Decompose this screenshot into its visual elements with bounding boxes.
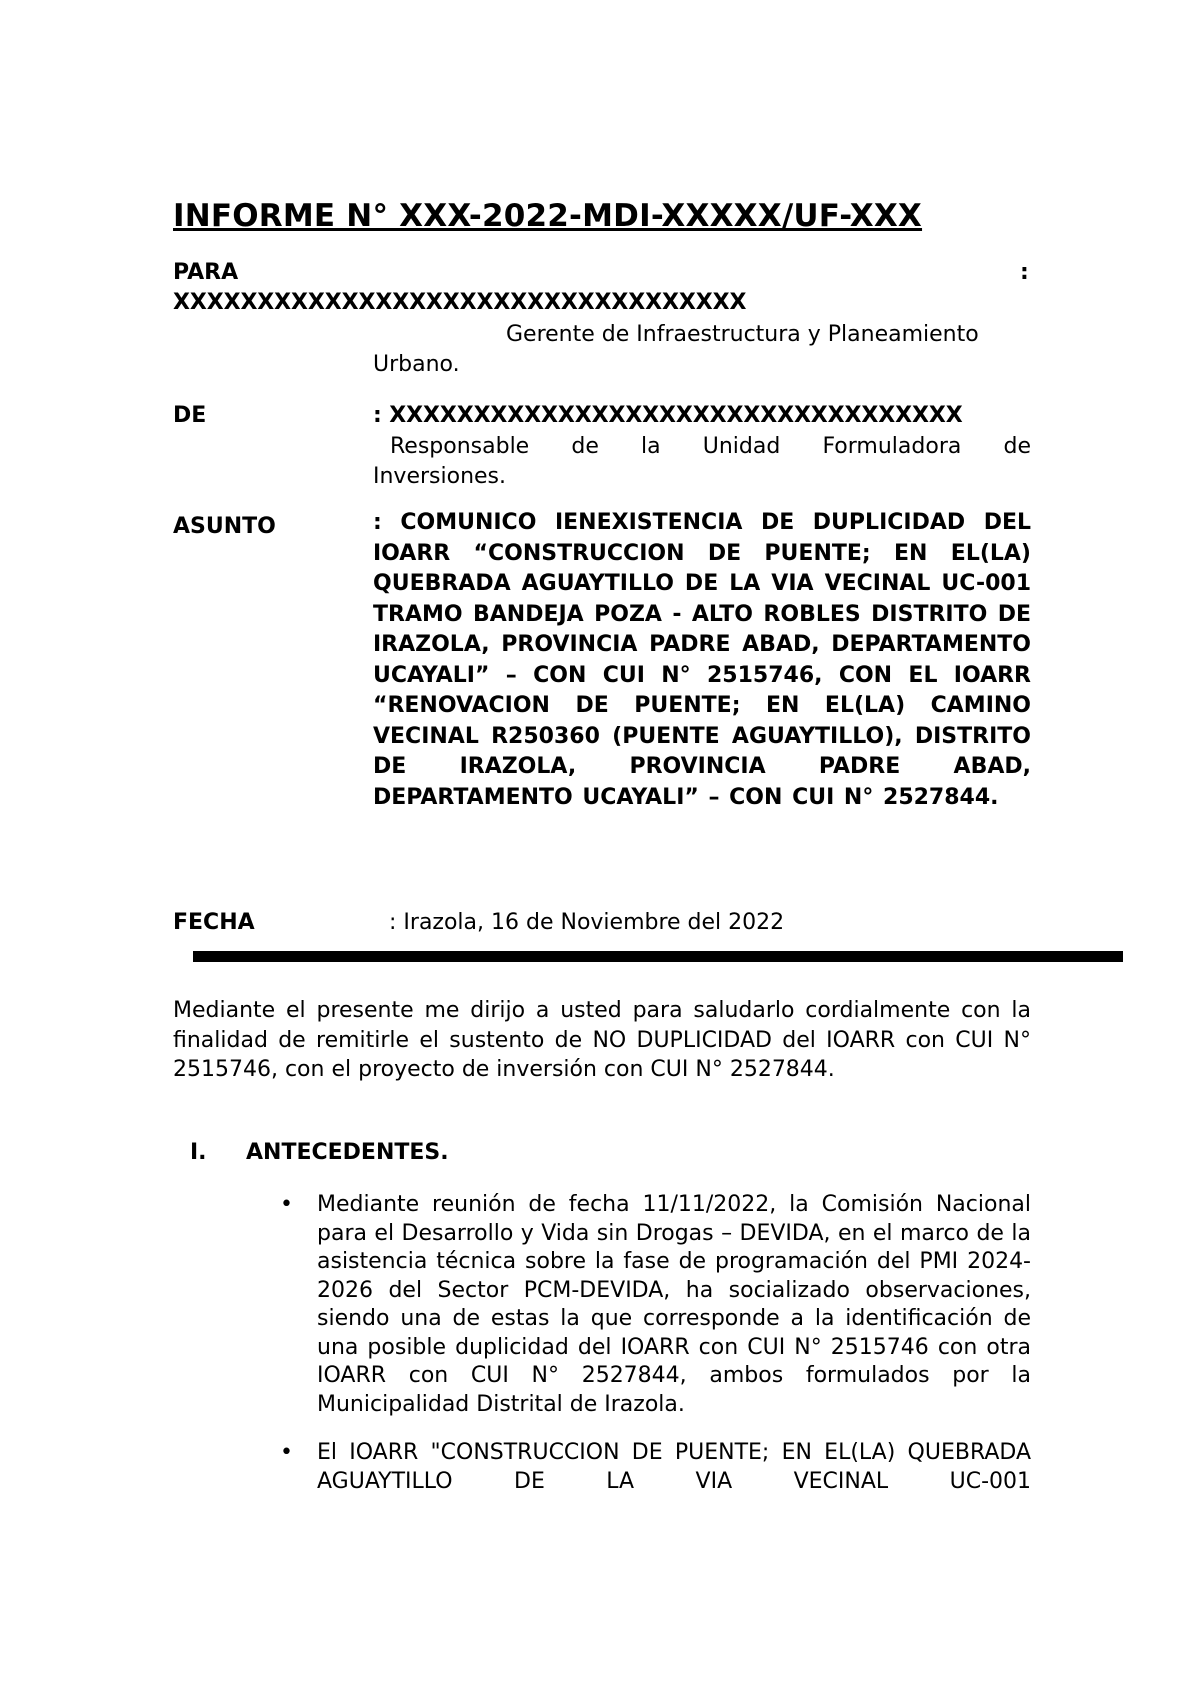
list-item-text: El IOARR "CONSTRUCCION DE PUENTE; EN EL(LA) QUEBRADA AGUAYTILLO DE LA VIA VECINAL UC-001 bbox=[317, 1440, 1031, 1494]
para-label: PARA bbox=[173, 260, 239, 285]
intro-paragraph: Mediante el presente me dirijo a usted para saludarlo cordialmente con la finalidad de remitirle el sustento de NO DUPLICIDAD del IOARR con CUI N° 2515746, con el proyecto de inversión con CUI N° 2527844. bbox=[173, 998, 1031, 1082]
de-name: : XXXXXXXXXXXXXXXXXXXXXXXXXXXXXXXXXX bbox=[373, 403, 963, 428]
fecha-label: FECHA bbox=[173, 910, 255, 935]
bullet-icon: • bbox=[280, 1192, 293, 1217]
para-colon: : bbox=[1020, 260, 1029, 285]
page-title: INFORME N° XXX-2022-MDI-XXXXX/UF-XXX bbox=[173, 198, 923, 234]
para-role-line1: Gerente de Infraestructura y Planeamiento bbox=[506, 322, 979, 347]
de-label: DE bbox=[173, 403, 207, 428]
list-item bbox=[276, 1191, 1031, 1419]
antecedentes-list bbox=[276, 1191, 1031, 1516]
asunto-text: : COMUNICO IENEXISTENCIA DE DUPLICIDAD DEL IOARR “CONSTRUCCION DE PUENTE; EN EL(LA) QUEBRADA AGUAYTILLO DE LA VIA VECINAL UC-001 TRAMO BANDEJA POZA - ALTO ROBLES DISTRITO DE IRAZOLA, PROVINCIA PADRE ABAD, DEPARTAMENTO UCAYALI” – CON CUI N° 2515746, CON EL IOARR “RENOVACION DE PUENTE; EN EL(LA) CAMINO VECINAL R250360 (PUENTE AGUAYTILLO), DISTRITO DE IRAZOLA, PROVINCIA PADRE ABAD, DEPARTAMENTO UCAYALI” – CON CUI N° 2527844. bbox=[373, 510, 1031, 810]
para-role-line2: Urbano. bbox=[373, 352, 460, 377]
list-item-text: Mediante reunión de fecha 11/11/2022, la Comisión Nacional para el Desarrollo y Vida sin Drogas – DEVIDA, en el marco de la asistencia técnica sobre la fase de programación del PMI 2024-2026 del Sector PCM-DEVIDA, ha socializado observaciones, siendo una de estas la que corresponde a la identificación de una posible duplicidad del IOARR con CUI N° 2515746 con otra IOARR con CUI N° 2527844, ambos formulados por la Municipalidad Distrital de Irazola. bbox=[317, 1192, 1031, 1417]
para-name: XXXXXXXXXXXXXXXXXXXXXXXXXXXXXXXXXX bbox=[173, 290, 747, 315]
de-role-line1: Responsable de la Unidad Formuladora de bbox=[390, 434, 1031, 459]
header-divider-thick bbox=[193, 954, 1123, 962]
bullet-icon: • bbox=[280, 1440, 293, 1465]
section-number: I. bbox=[190, 1140, 207, 1165]
de-role-line2: Inversiones. bbox=[373, 464, 506, 489]
section-title: ANTECEDENTES. bbox=[246, 1140, 449, 1165]
asunto-label: ASUNTO bbox=[173, 514, 276, 539]
section-heading-antecedentes bbox=[190, 1138, 449, 1168]
list-item bbox=[276, 1439, 1031, 1496]
fecha-value: : Irazola, 16 de Noviembre del 2022 bbox=[389, 910, 785, 935]
